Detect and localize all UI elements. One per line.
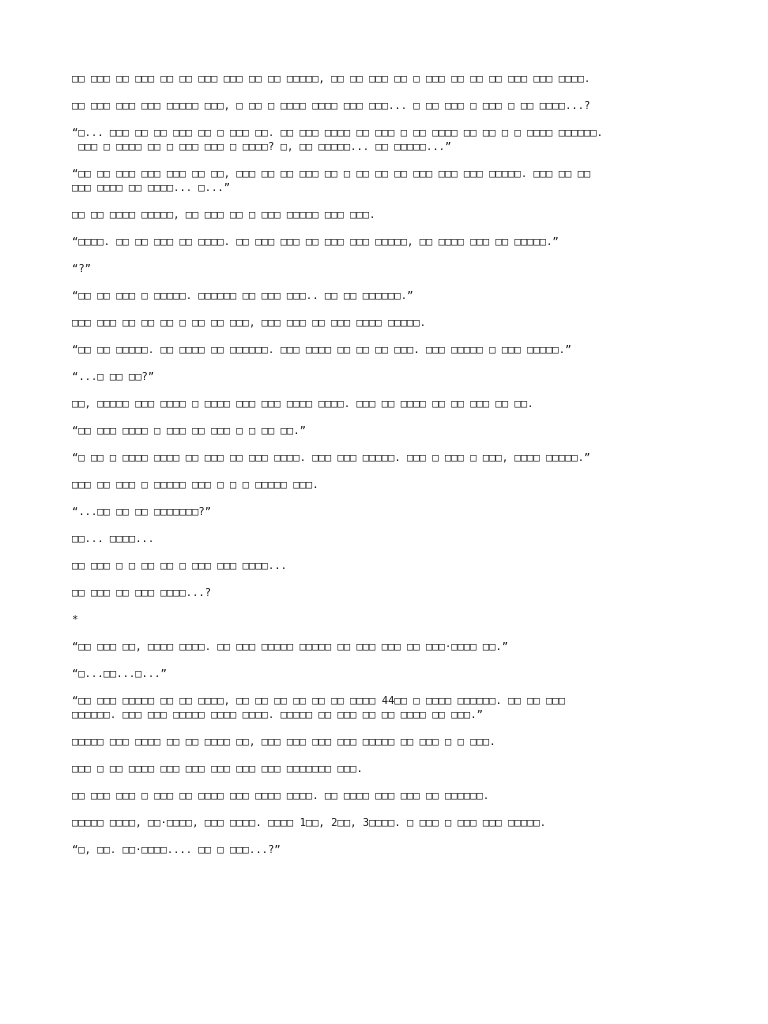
paragraph-18: □□ □□□ □ □ □□ □□ □ □□□ □□□ □□□□... <box>72 560 287 572</box>
paragraph-6: “□□□□. □□ □□ □□□ □□ □□□□. □□ □□□ □□□ □□ □□□ □□□ □□□□□, □□ □□□□ □□□ □□ □□□□□.” <box>72 236 559 248</box>
paragraph-26: □□□□□ □□□□, □□·□□□□, □□□ □□□□. □□□□ 1□□, 2□□, 3□□□□. □ □□□ □ □□□ □□□ □□□□□. <box>72 817 547 829</box>
paragraph-22: “□□ □□□ □□□□□ □□ □□ □□□□, □□ □□ □□ □□ □□ □□ □□□□ 44□□ □ □□□□ □□□□□□. □□ □□ □□□ □□□□□□. □□□ □□□ □□□□□ □□□□ □□□□. □□□□□ □□ □□□ □□ □□ □□□□ □□ □□□.” <box>72 695 566 721</box>
paragraph-8: “□□ □□ □□□ □ □□□□□. □□□□□□ □□ □□□ □□□.. □□ □□ □□□□□□.” <box>72 290 414 302</box>
paragraph-19: □□ □□□ □□ □□□ □□□□...? <box>72 587 212 599</box>
paragraph-21: “□...□□...□...” <box>72 668 167 680</box>
paragraph-25: □□ □□□ □□□ □ □□□ □□ □□□□ □□□ □□□□ □□□□. □□ □□□□ □□□ □□□ □□ □□□□□□. <box>72 790 490 802</box>
paragraph-15: □□□ □□ □□□ □ □□□□□ □□□ □ □ □ □□□□□ □□□. <box>72 479 319 491</box>
paragraph-16: “...□□ □□ □□ □□□□□□□?” <box>72 506 212 518</box>
paragraph-13: “□□ □□□ □□□□ □ □□□ □□ □□□ □ □ □□ □□.” <box>72 425 306 437</box>
section-break: * <box>72 614 79 626</box>
paragraph-20: “□□ □□□ □□, □□□□ □□□□. □□ □□□ □□□□□ □□□□□ □□ □□□ □□□ □□ □□□·□□□□ □□.” <box>72 641 509 653</box>
paragraph-5: □□ □□ □□□□ □□□□□, □□ □□□ □□ □ □□□ □□□□□ □□□ □□□. <box>72 209 376 221</box>
paragraph-14: “□ □□ □ □□□□ □□□□ □□ □□□ □□ □□□ □□□□. □□□ □□□ □□□□□. □□□ □ □□□ □ □□□, □□□□ □□□□□.” <box>72 452 591 464</box>
paragraph-10: “□□ □□ □□□□□. □□ □□□□ □□ □□□□□□. □□□ □□□□ □□ □□ □□ □□□. □□□ □□□□□ □ □□□ □□□□□.” <box>72 344 572 356</box>
paragraph-1: □□ □□□ □□ □□□ □□ □□ □□□ □□□ □□ □□ □□□□□, □□ □□ □□□ □□ □ □□□ □□ □□ □□ □□□ □□□ □□□□. <box>72 73 591 85</box>
paragraph-7: “?” <box>72 263 91 275</box>
paragraph-3: “□... □□□ □□ □□ □□□ □□ □ □□□ □□. □□ □□□ □□□□ □□ □□□ □ □□ □□□□ □□ □□ □ □ □□□□ □□□□□□. □□□ □ □□□□ □□ □ □□□ □□□ □ □□□□? □, □□ □□□□□... □□ □□□□□...” <box>72 127 604 153</box>
paragraph-4: “□□ □□ □□□ □□□ □□□ □□ □□, □□□ □□ □□ □□□ □□ □ □□ □□ □□ □□□ □□□ □□□ □□□□□. □□□ □□ □□ □□□ □□□□ □□ □□□□... □...” <box>72 168 591 194</box>
paragraph-27: “□, □□. □□·□□□□.... □□ □ □□□...?” <box>72 844 281 856</box>
paragraph-17: □□... □□□□... <box>72 533 155 545</box>
paragraph-23: □□□□□ □□□ □□□□ □□ □□ □□□□ □□, □□□ □□□ □□□ □□□ □□□□□ □□ □□□ □ □ □□□. <box>72 736 496 748</box>
paragraph-11: “...□ □□ □□?” <box>72 371 155 383</box>
paragraph-2: □□ □□□ □□□ □□□ □□□□□ □□□, □ □□ □ □□□□ □□□□ □□□ □□□... □ □□ □□□ □ □□□ □ □□ □□□□...? <box>72 100 591 112</box>
paragraph-9: □□□ □□□ □□ □□ □□ □ □□ □□ □□□, □□□ □□□ □□ □□□ □□□□ □□□□□. <box>72 317 427 329</box>
paragraph-12: □□, □□□□□ □□□ □□□□ □ □□□□ □□□ □□□ □□□□ □□□□. □□□ □□ □□□□ □□ □□ □□□ □□ □□. <box>72 398 534 410</box>
paragraph-24: □□□ □ □□ □□□□ □□□ □□□ □□□ □□□ □□□ □□□□□□□ □□□. <box>72 763 363 775</box>
